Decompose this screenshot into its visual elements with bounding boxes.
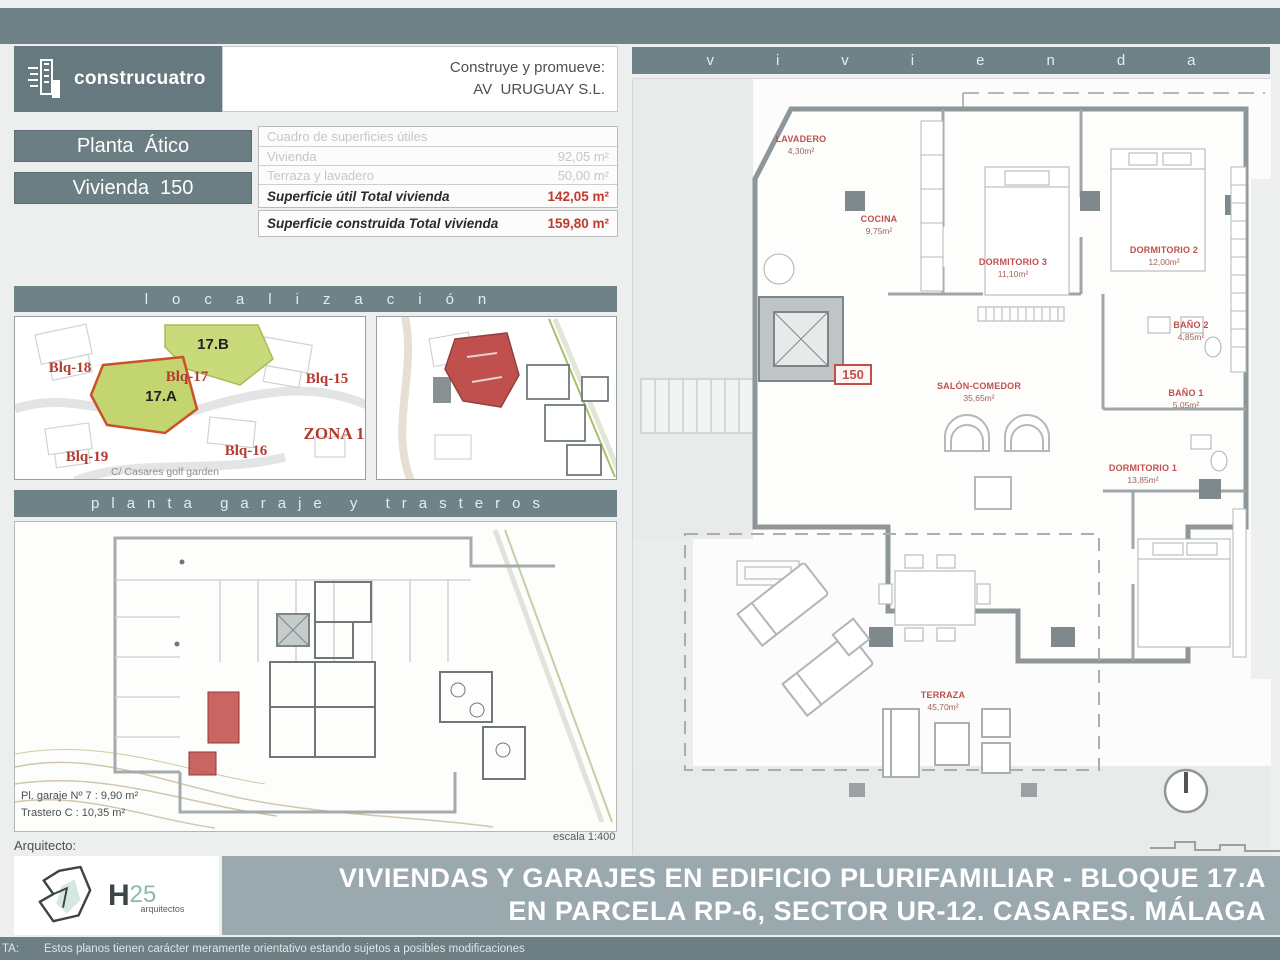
project-title-bar [222, 856, 1280, 935]
svg-text:150: 150 [842, 367, 864, 382]
garage-plan-drawing [15, 522, 617, 832]
h25-logo-text: H 25 [108, 878, 157, 912]
svg-text:ZONA 1: ZONA 1 [303, 424, 365, 443]
highlighted-parking-space [208, 692, 239, 743]
kitchen-counter [921, 121, 943, 291]
svg-text:Blq-16: Blq-16 [224, 443, 268, 459]
laundry-fixture [764, 254, 794, 284]
room-label-bano2: BAÑO 2 4,85m² [1173, 320, 1209, 342]
svg-text:17.B: 17.B [197, 336, 229, 353]
svg-text:Blq-18: Blq-18 [48, 360, 92, 376]
floor-tag: Planta Ático [14, 130, 252, 162]
row-value: 50,00 m² [557, 167, 609, 183]
room-label-bano1: BAÑO 1 5,05m² [1168, 388, 1204, 410]
garage-space-note: Pl. garaje Nº 7 : 9,90 m² [21, 790, 139, 802]
svg-text:17.A: 17.A [145, 388, 177, 405]
building-icon [26, 56, 66, 102]
row-label: Vivienda [267, 148, 317, 164]
garage-plan [14, 521, 617, 832]
footer-note-bar [0, 937, 1280, 960]
north-arrow [1165, 770, 1207, 812]
room-label-dormitorio2: DORMITORIO 2 12,00m² [1129, 245, 1199, 267]
vivienda-plan [632, 78, 1270, 855]
footer-note: Estos planos tienen carácter meramente orientativo estando sujetos a posibles modificaciones [44, 942, 525, 955]
total-useful-value: 142,05 m² [547, 188, 609, 204]
table-row [259, 166, 617, 185]
garage-header: planta garaje y trasteros [14, 490, 617, 517]
promoter-label: Construye y promueve: [449, 59, 605, 76]
dwelling-tag: Vivienda 150 [14, 172, 252, 204]
section-mark [1150, 838, 1280, 856]
situation-map [376, 316, 617, 480]
h25-logo-icon [30, 865, 98, 927]
svg-text:Blq-19: Blq-19 [65, 449, 109, 465]
room-label-salon: SALÓN-COMEDOR 35,65m² [936, 381, 1022, 403]
project-title-line1: VIVIENDAS Y GARAJES EN EDIFICIO PLURIFAMILIAR - BLOQUE 17.A [338, 863, 1266, 893]
architect-label: Arquitecto: [14, 838, 77, 853]
block-labels [49, 360, 365, 465]
builder-logo-box [14, 46, 222, 112]
room-label-cocina: COCINA 9,75m² [860, 214, 898, 236]
row-value: 92,05 m² [557, 148, 609, 164]
footer-prefix: TA: [2, 942, 20, 955]
room-label-lavadero: LAVADERO 4,30m² [775, 134, 827, 156]
row-label: Terraza y lavadero [267, 167, 374, 183]
promoter-name: AV URUGUAY S.L. [473, 81, 605, 98]
room-label-dormitorio3: DORMITORIO 3 11,10m² [978, 257, 1048, 279]
total-useful-label: Superficie útil Total vivienda [267, 188, 450, 204]
total-built-label: Superficie construida Total vivienda [267, 216, 499, 231]
room-label-dormitorio1: DORMITORIO 1 13,85m² [1108, 463, 1178, 485]
table-row [259, 147, 617, 166]
room-label-terraza: TERRAZA 45,70m² [920, 690, 966, 712]
storage-note: Trastero C : 10,35 m² [21, 807, 126, 819]
builder-name: construcuatro [74, 68, 206, 89]
project-title-line2: EN PARCELA RP-6, SECTOR UR-12. CASARES. MÁLAGA [508, 896, 1266, 926]
surface-table-title-row [259, 127, 617, 147]
surface-table-title: Cuadro de superficies útiles [267, 129, 428, 144]
h25-logo-sub: arquitectos [140, 903, 185, 914]
site-map [14, 316, 366, 480]
total-built-value: 159,80 m² [547, 216, 609, 231]
total-built-box [258, 210, 618, 237]
unit-number-badge [835, 365, 871, 384]
top-bar [0, 8, 1280, 44]
localizacion-header: localización [14, 286, 617, 312]
svg-text:Blq-15: Blq-15 [305, 371, 349, 387]
highlighted-block [445, 333, 519, 407]
svg-text:Blq-17: Blq-17 [165, 369, 209, 385]
elevator [759, 297, 843, 381]
road [402, 317, 411, 480]
architect-logo-box [14, 856, 219, 935]
garage-scale: escala 1:400 [553, 831, 616, 843]
site-map-drawing [15, 317, 366, 480]
vivienda-header: vivienda [632, 47, 1270, 74]
highlighted-storage [189, 752, 216, 775]
total-useful-row [259, 185, 617, 207]
promoter-box [222, 46, 618, 112]
street-label: C/ Casares golf garden [111, 466, 219, 478]
surface-table [258, 126, 618, 208]
situation-map-drawing [377, 317, 617, 480]
